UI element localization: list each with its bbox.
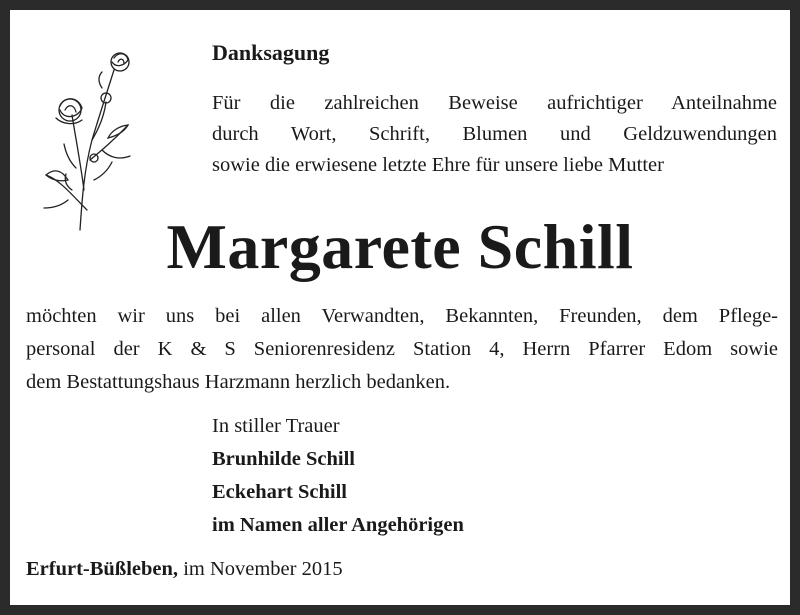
mourner-name: Brunhilde Schill [212, 448, 355, 470]
intro-line: Für die zahlreichen Beweise aufrichtiger Anteilnahme [212, 92, 777, 114]
mourner-name: Eckehart Schill [212, 481, 347, 503]
thanks-text [26, 300, 778, 399]
mourner-name: im Namen aller Angehörigen [212, 514, 464, 536]
intro-line: sowie die erwiesene letzte Ehre für unsere liebe Mutter [212, 154, 664, 176]
signoff-block [212, 410, 464, 542]
thanks-line: möchten wir uns bei allen Verwandten, Bekannten, Freunden, dem Pflege- [26, 305, 778, 327]
place-date-line [26, 558, 343, 581]
deceased-name: Margarete Schill [166, 211, 634, 282]
thanks-line: personal der K & S Seniorenresidenz Station 4, Herrn Pfarrer Edom sowie [26, 338, 778, 360]
place-name: Erfurt-Büßleben, [26, 558, 179, 580]
notice-date: im November 2015 [183, 558, 343, 580]
thanks-line: dem Bestattungshaus Harzmann herzlich bedanken. [26, 371, 451, 393]
signoff-intro: In stiller Trauer [212, 415, 340, 437]
notice-heading: Danksagung [212, 40, 330, 65]
flower-drawing-icon [32, 40, 150, 232]
intro-line: durch Wort, Schrift, Blumen und Geldzuwendungen [212, 123, 777, 145]
intro-text [212, 88, 777, 181]
